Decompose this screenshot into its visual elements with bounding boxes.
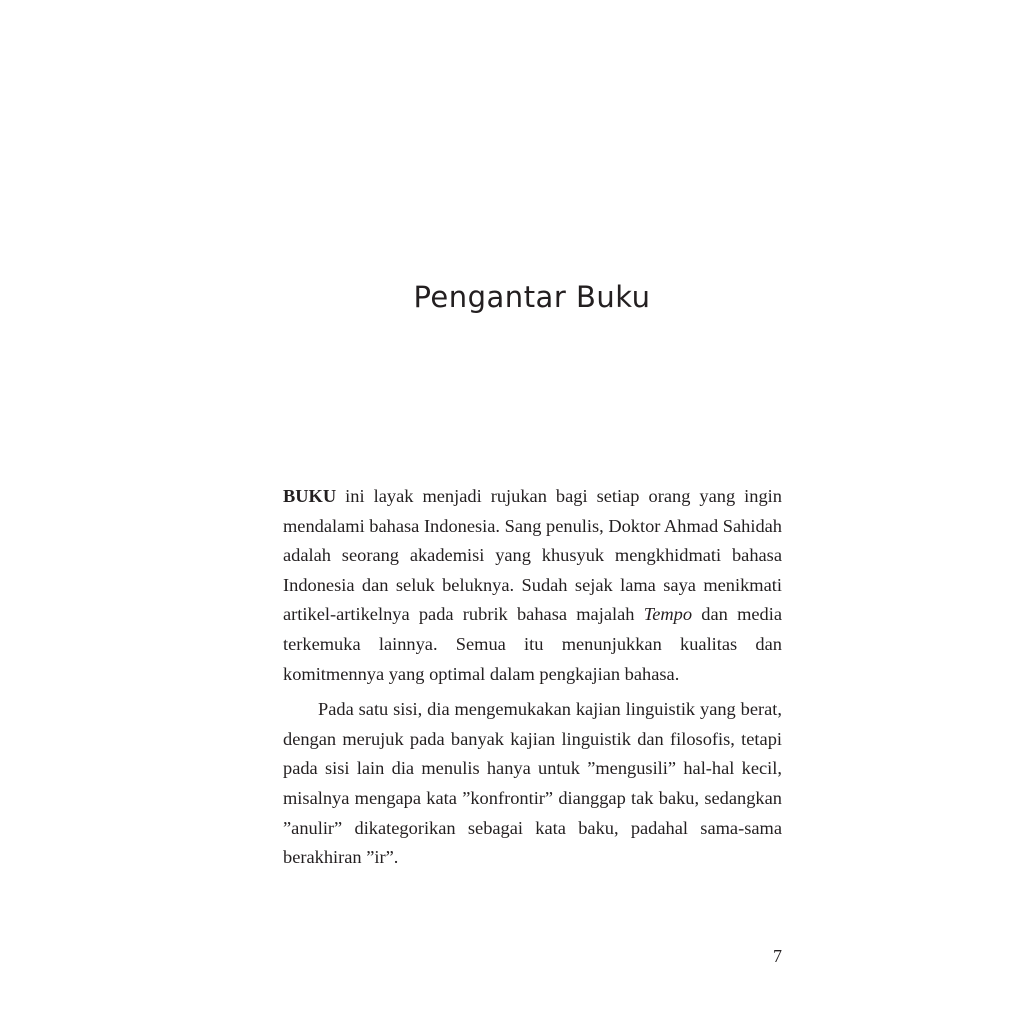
page-number: 7 <box>773 946 782 966</box>
chapter-title: Pengantar Buku <box>413 280 651 314</box>
magazine-name: Tempo <box>643 604 693 625</box>
paragraph-1 <box>283 482 782 689</box>
lead-word: BUKU <box>283 486 337 506</box>
paragraph-2: Pada satu sisi, dia mengemukakan kajian linguistik yang berat, dengan merujuk pada banyak kajian linguistik dan filosofis, tetapi pada sisi lain dia menulis hanya untuk ”mengusili” hal-hal kecil, misalnya mengapa kata ”konfrontir” dianggap tak baku, sedangkan ”anulir” dikategorikan sebagai kata baku, padahal sama-sama berakhiran ”ir”. <box>283 699 782 868</box>
body-text <box>283 482 782 873</box>
paragraph-1-text-part-1: ini layak menjadi rujukan bagi setiap orang yang ingin mendalami bahasa Indonesia. Sang penulis, Doktor Ahmad Sahidah adalah seorang akademisi yang khusyuk mengkhidmati bahasa Indonesia dan seluk beluknya. Sudah sejak lama saya menikmati artikel-artikelnya pada rubrik bahasa majalah <box>283 486 782 625</box>
paragraph-1-text-part-2: dan media terkemuka lainnya. Semua itu menunjukkan kualitas dan komitmennya yang optimal dalam pengkajian bahasa. <box>283 604 783 684</box>
